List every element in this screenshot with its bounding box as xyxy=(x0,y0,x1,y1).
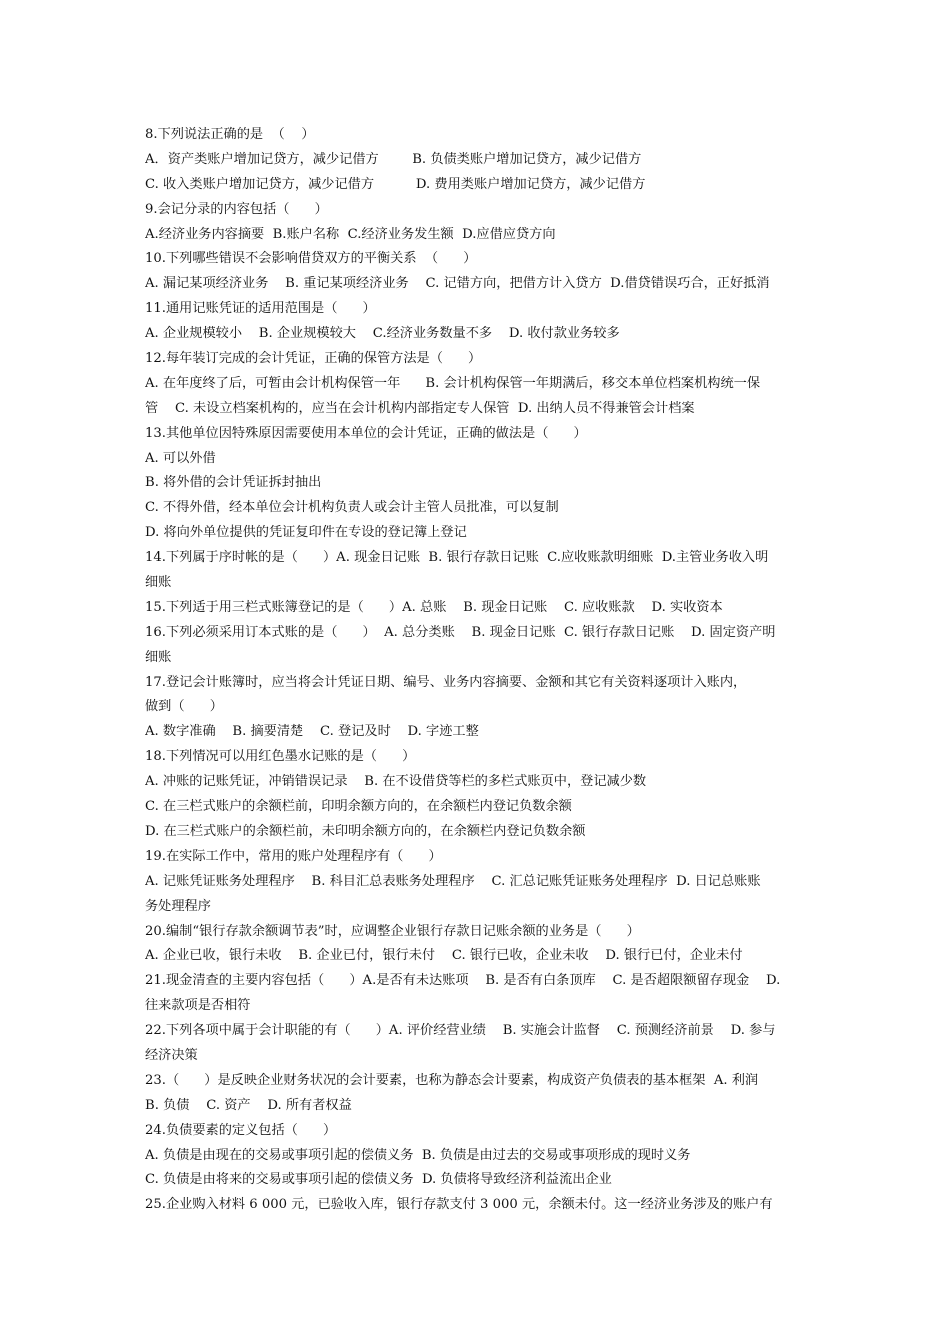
text-line: 务处理程序 xyxy=(145,898,211,914)
text-line: 往来款项是否相符 xyxy=(145,998,251,1014)
text-line: 细账 xyxy=(145,649,172,665)
text-line: D. 在三栏式账户的余额栏前，未印明余额方向的，在余额栏内登记负数余额 xyxy=(145,823,586,839)
text-line: 22.下列各项中属于会计职能的有（ ）A. 评价经营业绩 B. 实施会计监督 C. 预测经济前景 D. 参与 xyxy=(145,1023,776,1039)
text-line: 8.下列说法正确的是 （ ） xyxy=(145,127,315,142)
text-line: 12.每年装订完成的会计凭证，正确的保管方法是（ ） xyxy=(145,351,482,367)
text-line: A. 企业规模较小 B. 企业规模较大 C.经济业务数量不多 D. 收付款业务较多 xyxy=(145,326,620,342)
text-line: 做到（ ） xyxy=(145,699,223,715)
text-line: 17.登记会计账簿时，应当将会计凭证日期、编号、业务内容摘要、金额和其它有关资料逐项计入账内， xyxy=(145,674,747,690)
text-line: A. 在年度终了后，可暂由会计机构保管一年 B. 会计机构保管一年期满后，移交本单位档案机构统一保 xyxy=(145,375,761,391)
text-line: 23.（ ）是反映企业财务状况的会计要素，也称为静态会计要素，构成资产负债表的基本框架 A. 利润 xyxy=(145,1072,759,1088)
text-line: A. 企业已收，银行未收 B. 企业已付，银行未付 C. 银行已收，企业未收 D. 银行已付，企业未付 xyxy=(145,948,743,964)
text-line: A. 冲账的记账凭证，冲销错误记录 B. 在不设借贷等栏的多栏式账页中，登记减少数 xyxy=(145,774,647,790)
text-line: C. 负债是由将来的交易或事项引起的偿债义务 D. 负债将导致经济利益流出企业 xyxy=(145,1172,612,1188)
text-line: C. 不得外借，经本单位会计机构负责人或会计主管人员批准，可以复制 xyxy=(145,500,559,516)
text-line: A.经济业务内容摘要 B.账户名称 C.经济业务发生额 D.应借应贷方向 xyxy=(145,226,556,242)
text-line: D. 将向外单位提供的凭证复印件在专设的登记簿上登记 xyxy=(145,525,467,541)
text-line: C. 收入类账户增加记贷方，减少记借方 D. 费用类账户增加记贷方，减少记借方 xyxy=(145,176,646,192)
text-line: 9.会记分录的内容包括（ ） xyxy=(145,201,328,217)
text-line: 13.其他单位因特殊原因需要使用本单位的会计凭证，正确的做法是（ ） xyxy=(145,425,587,441)
text-line: 21.现金清查的主要内容包括（ ）A.是否有未达账项 B. 是否有白条顶库 C. 是否超限额留存现金 D. xyxy=(145,973,781,989)
text-line: 20.编制“银行存款余额调节表”时，应调整企业银行存款日记账余额的业务是（ ） xyxy=(145,923,640,939)
text-line: 16.下列必须采用订本式账的是（ ） A. 总分类账 B. 现金日记账 C. 银行存款日记账 D. 固定资产明 xyxy=(145,624,776,640)
text-line: A．资产类账户增加记贷方，减少记借方 B. 负债类账户增加记贷方，减少记借方 xyxy=(145,151,642,167)
text-line: 14.下列属于序时帐的是（ ）A. 现金日记账 B. 银行存款日记账 C.应收账款明细账 D.主管业务收入明 xyxy=(145,550,769,566)
text-line: 25.企业购入材料 6 000 元，已验收入库，银行存款支付 3 000 元，余额未付。这一经济业务涉及的账户有 xyxy=(145,1197,773,1213)
text-line: 11.通用记账凭证的适用范围是（ ） xyxy=(145,301,376,317)
text-line: C. 在三栏式账户的余额栏前，印明余额方向的，在余额栏内登记负数余额 xyxy=(145,799,572,815)
text-line: A. 负债是由现在的交易或事项引起的偿债义务 B. 负债是由过去的交易或事项形成的现时义务 xyxy=(145,1147,691,1163)
text-line: A. 可以外借 xyxy=(145,450,216,466)
text-line: 经济决策 xyxy=(145,1047,198,1063)
text-line: B. 将外借的会计凭证拆封抽出 xyxy=(145,475,322,491)
text-line: 18.下列情况可以用红色墨水记账的是（ ） xyxy=(145,749,416,765)
text-line: 管 C. 未设立档案机构的，应当在会计机构内部指定专人保管 D. 出纳人员不得兼管会计档案 xyxy=(145,400,695,416)
text-line: 10.下列哪些错误不会影响借贷双方的平衡关系 （ ） xyxy=(145,251,477,267)
text-line: A. 记账凭证账务处理程序 B. 科目汇总表账务处理程序 C. 汇总记账凭证账务处理程序 D. 日记总账账 xyxy=(145,873,761,889)
text-line: B. 负债 C. 资产 D. 所有者权益 xyxy=(145,1097,352,1113)
text-line: 24.负债要素的定义包括（ ） xyxy=(145,1122,337,1138)
document-body xyxy=(145,123,807,1218)
text-line: A. 漏记某项经济业务 B. 重记某项经济业务 C. 记错方向，把借方计入贷方 D.借贷错误巧合，正好抵消 xyxy=(145,276,770,292)
text-line: 15.下列适于用三栏式账簿登记的是（ ）A. 总账 B. 现金日记账 C. 应收账款 D. 实收资本 xyxy=(145,599,723,615)
text-line: 19.在实际工作中，常用的账户处理程序有（ ） xyxy=(145,848,442,864)
text-line: 细账 xyxy=(145,575,172,591)
text-line: A. 数字准确 B. 摘要清楚 C. 登记及时 D. 字迹工整 xyxy=(145,724,479,740)
